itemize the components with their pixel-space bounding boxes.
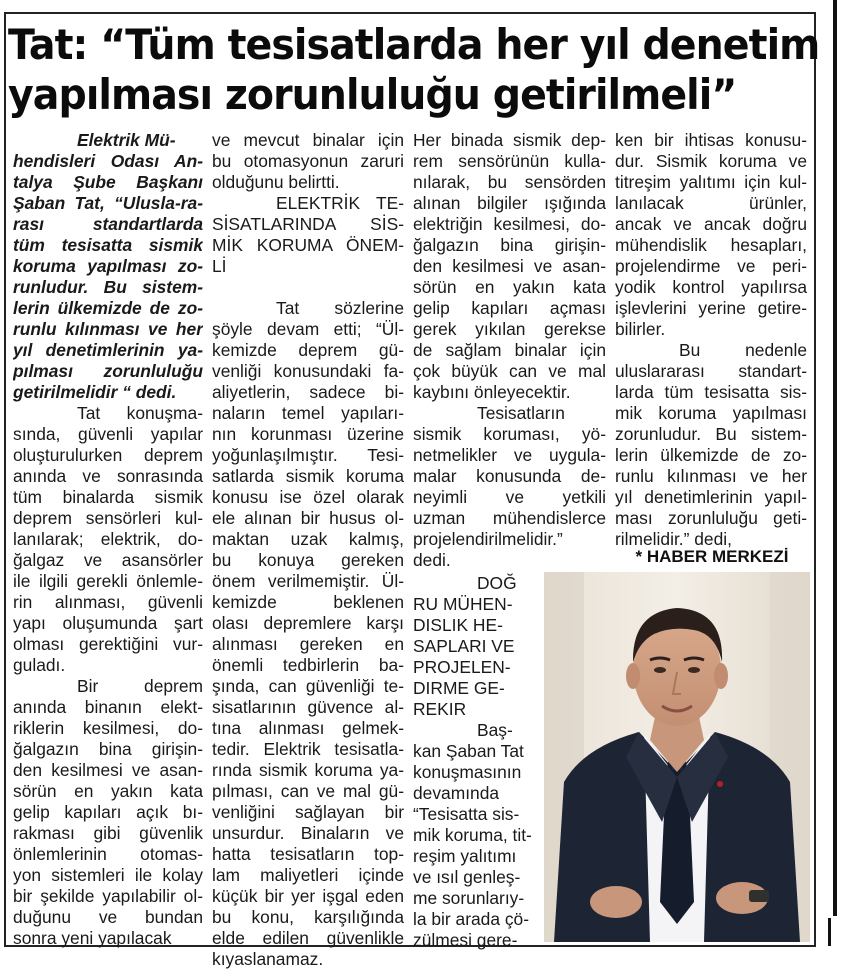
text-line: den kesilmesi ve asan-: [413, 256, 606, 276]
text-line: Şaban Tat, “Ulusla-ra-: [13, 193, 203, 213]
text-line: satlarda sismik koruma: [212, 466, 404, 486]
text-line: şında, can güvenliği te-: [212, 676, 404, 696]
text-line: ğalgazın bina girişin-: [13, 739, 203, 759]
text-line: maktan uzak kalmış,: [212, 529, 404, 549]
text-line: kemizde beklenen: [212, 592, 404, 612]
text-line: Tat konuşma-: [77, 403, 203, 423]
text-line: “Tesisatta sis-: [413, 804, 520, 824]
text-line: RU MÜHEN-: [413, 594, 513, 614]
text-line: rilmelidir.” dedi,: [615, 529, 732, 549]
text-line: talya Şube Başkanı: [13, 172, 203, 192]
text-line: hatta tesisatların top-: [212, 844, 404, 864]
column-3-lower: [413, 573, 537, 951]
text-line: bu konuya gereken: [212, 550, 404, 570]
text-line: SİSATLARINDA SİS-: [212, 214, 404, 234]
text-line: önemli tedbirlerin ba-: [212, 655, 404, 675]
text-line: nın korunması üzerine: [212, 424, 404, 444]
text-line: gerek yıkılan gerekse: [413, 319, 606, 339]
text-line: venliği konusundaki fa-: [212, 361, 404, 381]
text-line: venliğini sağlayan bir: [212, 802, 404, 822]
text-line: Bir deprem: [77, 676, 203, 696]
text-line: rası standartlarda: [13, 214, 203, 234]
text-line: elde edilen güvenlikle: [212, 928, 404, 948]
text-line: tüm tesisatta sismik: [13, 235, 203, 255]
text-line: DISLIK HE-: [413, 615, 503, 635]
text-line: rem sensörünün kulla-: [413, 151, 606, 171]
text-line: Her binada sismik dep-: [413, 130, 606, 150]
text-line: ele alınan bir husus ol-: [212, 508, 404, 528]
column-4: [615, 130, 807, 550]
text-line: Tesisatların: [477, 403, 565, 423]
text-line: konuşmasının: [413, 762, 522, 782]
text-line: tüm binalarda sismik: [13, 487, 203, 507]
text-line: Lİ: [212, 256, 227, 276]
text-line: yon sistemleri ile kolay: [13, 865, 203, 885]
text-line: Tat sözlerine: [276, 298, 404, 318]
headline-line-2: yapılması zorunluluğu getirilmeli”: [8, 70, 737, 119]
text-line: tına alınması gelmek-: [212, 718, 404, 738]
text-line: alınan bilgiler ışığında: [413, 193, 606, 213]
text-line: dur. Sismik koruma ve: [615, 151, 807, 171]
text-line: MİK KORUMA ÖNEM-: [212, 235, 404, 255]
text-line: anında ve sonrasında: [13, 466, 203, 486]
text-line: de sağlam binalar için: [413, 340, 606, 360]
text-line: pılması zorunluluğu: [13, 361, 203, 381]
text-line: sörün en yakın kata: [13, 781, 203, 801]
text-line: elektriğin kesilmesi, do-: [413, 214, 606, 234]
text-line: netmelikler ve uygula-: [413, 445, 606, 465]
text-line: kıyaslanamaz.: [212, 949, 324, 969]
text-line: bilirler.: [615, 319, 666, 339]
text-line: bir şekilde yapılabilir ol-: [13, 886, 203, 906]
column-1: [13, 130, 203, 949]
text-line: duğunu ve bundan: [13, 907, 203, 927]
text-line: ğalgaz ve asansörler: [13, 550, 203, 570]
text-line: zorunludur. Bu sistem-: [615, 424, 807, 444]
text-line: olması gerektiğini vur-: [13, 634, 203, 654]
column-3: [413, 130, 606, 571]
text-line: riklerin kesilmesi, do-: [13, 718, 203, 738]
headline-line-1: Tat: “Tüm tesisatlarda her yıl denetim: [8, 20, 820, 69]
text-line: lanılarak; elektrik, do-: [13, 529, 203, 549]
page-edge-rule: [833, 0, 837, 916]
text-line: pılması, can ve mal gü-: [212, 781, 404, 801]
text-line: larda tüm tesisatta sis-: [615, 382, 807, 402]
text-line: yoğunlaşılmıştır. Tesi-: [212, 445, 404, 465]
text-line: yapı oluşumunda şart: [13, 613, 203, 633]
text-line: önlemlerinin otomas-: [13, 844, 203, 864]
text-line: runludur. Bu sistem-: [13, 277, 203, 297]
text-line: gelip kapıları açması: [413, 298, 606, 318]
text-line: sismik koruması, yö-: [413, 424, 606, 444]
text-line: uluslararası standart-: [615, 361, 807, 381]
text-line: devamında: [413, 783, 500, 803]
text-line: guladı.: [13, 655, 66, 675]
text-line: ve mevcut binalar için: [212, 130, 404, 150]
text-line: kaybını önleyecektir.: [413, 382, 571, 402]
text-line: ken bir ihtisas konusu-: [615, 130, 807, 150]
article-headline: [8, 20, 820, 120]
text-line: neyimli ve yetkili: [413, 487, 606, 507]
text-line: ğalgazın bina girişin-: [413, 235, 606, 255]
text-line: küçük bir yer işgal eden: [212, 886, 404, 906]
portrait-photo: [544, 572, 810, 942]
text-line: lerin ülkemizde de zo-: [13, 298, 203, 318]
text-line: me sorunlarıy-: [413, 888, 525, 908]
text-line: olduğunu belirtti.: [212, 172, 340, 192]
text-line: getirilmelidir “ dedi.: [13, 382, 177, 402]
text-line: DIRME GE-: [413, 678, 505, 698]
text-line: mik koruma yapılması: [615, 403, 807, 423]
page-edge-tick: [828, 918, 831, 946]
text-line: çok büyük can ve mal: [413, 361, 606, 381]
text-line: mühendislik hesapları,: [615, 235, 807, 255]
text-line: nılarak, bu sensörden: [413, 172, 606, 192]
text-line: bu konu, karşılığında: [212, 907, 404, 927]
text-line: sisatlarının güvence al-: [212, 697, 404, 717]
text-line: sonra yeni yapılacak: [13, 928, 172, 948]
text-line: önem verilmemiştir. Ül-: [212, 571, 404, 591]
byline: * HABER MERKEZİ: [635, 547, 789, 566]
text-line: olası depremlere karşı: [212, 613, 404, 633]
text-line: yıl denetimlerinin ya-: [13, 340, 203, 360]
text-line: rin alınması, güvenli: [13, 592, 203, 612]
text-line: den kesilmesi ve asan-: [13, 760, 203, 780]
text-line: sında, güvenli yapılar: [13, 424, 203, 444]
text-line: reşim yalıtımı: [413, 846, 517, 866]
text-line: sörün en yakın kata: [413, 277, 606, 297]
text-line: DOĞ: [477, 573, 517, 593]
text-line: REKIR: [413, 699, 467, 719]
text-line: naların temel yapıları-: [212, 403, 404, 423]
text-line: anında binanın elekt-: [13, 697, 203, 717]
text-line: malar konusunda de-: [413, 466, 606, 486]
text-line: gelip kapıları açık bı-: [13, 802, 203, 822]
text-line: kan Şaban Tat: [413, 741, 524, 761]
text-line: tedir. Elektrik tesisatla-: [212, 739, 404, 759]
text-line: unsurdur. Binaların ve: [212, 823, 404, 843]
text-line: runlu kılınması ve her: [615, 466, 807, 486]
text-line: oluşturulurken deprem: [13, 445, 203, 465]
text-line: rında sismik koruma ya-: [212, 760, 404, 780]
text-line: konusu ise özel olarak: [212, 487, 404, 507]
text-line: lerin ülkemizde de zo-: [615, 445, 807, 465]
text-line: ile ilgili gerekli önlemle-: [13, 571, 203, 591]
text-line: şöyle devam etti; “Ül-: [212, 319, 404, 339]
text-line: aliyetlerin, sadece bi-: [212, 382, 404, 402]
text-line: işlevlerini yerine getire-: [615, 298, 807, 318]
text-line: [212, 277, 404, 298]
text-line: titreşim yalıtımı için kul-: [615, 172, 807, 192]
text-line: la bir arada çö-: [413, 909, 529, 929]
text-line: yodik kontrol yapılırsa: [615, 277, 807, 297]
text-line: SAPLARI VE: [413, 636, 515, 656]
text-line: uzman mühendislerce: [413, 508, 606, 528]
text-line: Baş-: [477, 720, 513, 740]
text-line: koruma yapılması zo-: [13, 256, 203, 276]
text-line: yıl denetimlerinin yapıl-: [615, 487, 807, 507]
text-line: projelendirme ve peri-: [615, 256, 807, 276]
text-line: PROJELEN-: [413, 657, 511, 677]
portrait-illustration: [544, 572, 810, 942]
text-line: ELEKTRİK TE-: [276, 193, 404, 213]
text-line: zülmesi gere-: [413, 930, 518, 950]
text-line: hendisleri Odası An-: [13, 151, 203, 171]
text-line: alınması gereken en: [212, 634, 404, 654]
text-line: projelendirilmelidir.”: [413, 529, 563, 549]
text-line: bu otomasyonun zaruri: [212, 151, 404, 171]
text-line: Bu nedenle: [679, 340, 807, 360]
text-line: runlu kılınması ve her: [13, 319, 203, 339]
text-line: kemizde deprem gü-: [212, 340, 404, 360]
text-line: dedi.: [413, 550, 451, 570]
text-line: mik koruma, tit-: [413, 825, 532, 845]
text-line: ve ısıl genleş-: [413, 867, 521, 887]
text-line: Elektrik Mü-: [77, 130, 176, 150]
text-line: lam maliyetleri içinde: [212, 865, 404, 885]
column-2: [212, 130, 404, 970]
text-line: ması zorunluluğu geti-: [615, 508, 807, 528]
text-line: deprem sensörleri kul-: [13, 508, 203, 528]
text-line: rakması gibi güvenlik: [13, 823, 203, 843]
text-line: ancak ve ancak doğru: [615, 214, 807, 234]
text-line: lanılacak ürünler,: [615, 193, 807, 213]
